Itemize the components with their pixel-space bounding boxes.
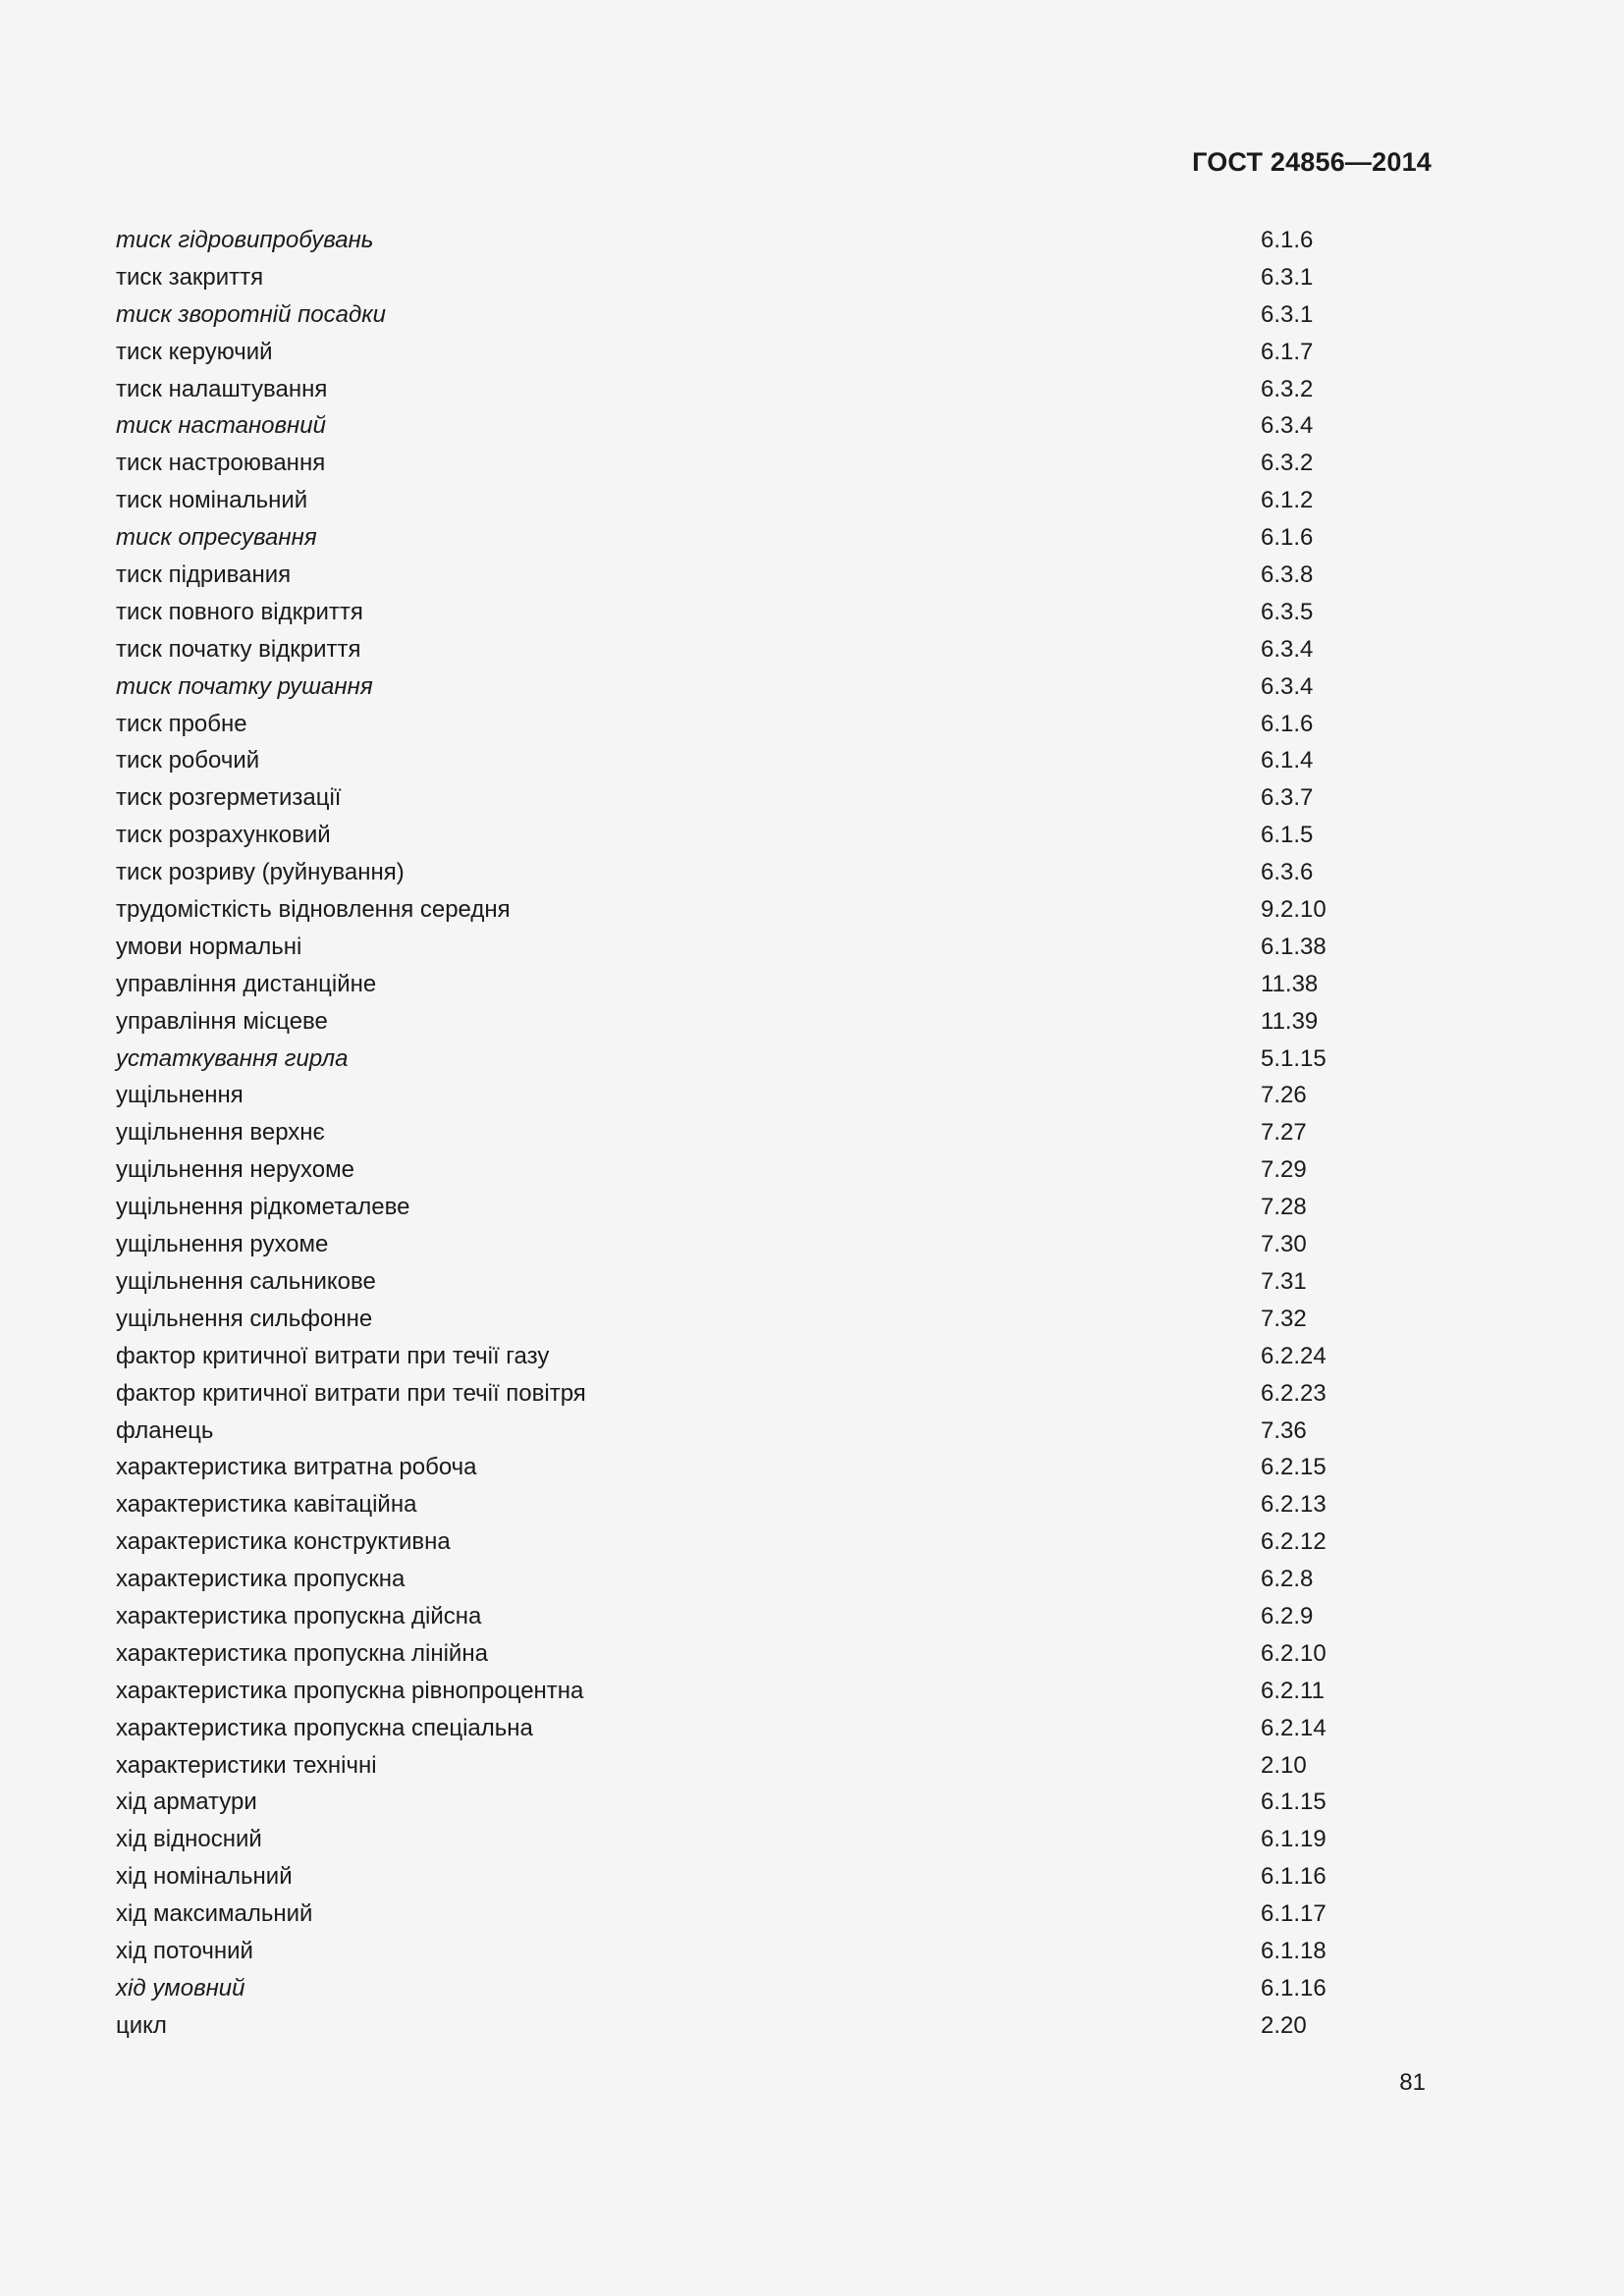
index-entry — [116, 1635, 1333, 1673]
index-term: тиск розгерметизації — [116, 784, 342, 812]
index-entry — [116, 1561, 1333, 1598]
index-term: характеристика пропускна спеціальна — [116, 1714, 533, 1741]
index-term: хід максимальний — [116, 1900, 313, 1928]
index-term: ущільнення верхнє — [116, 1119, 325, 1147]
index-term: тиск гідровипробувань — [116, 227, 374, 253]
index-term: тиск підривания — [116, 561, 292, 589]
index-term: характеристика пропускна рівнопроцентна — [116, 1677, 584, 1704]
index-entry — [116, 2007, 1333, 2045]
index-term: ущільнення — [116, 1082, 244, 1109]
index-entry — [116, 407, 1333, 445]
index-term: тиск опресування — [116, 524, 317, 552]
index-reference: 6.2.8 — [1261, 1566, 1314, 1593]
index-term: тиск зворотній посадки — [116, 300, 386, 328]
index-reference: 6.2.12 — [1261, 1528, 1326, 1556]
index-reference: 7.31 — [1261, 1267, 1307, 1295]
index-entry — [116, 1151, 1333, 1189]
index-entry — [116, 1858, 1333, 1896]
index-reference: 2.20 — [1261, 2011, 1307, 2039]
index-term: управління місцеве — [116, 1007, 328, 1035]
index-term: цикл — [116, 2011, 167, 2039]
index-term: ущільнення сильфонне — [116, 1305, 373, 1332]
index-term: характеристика конструктивна — [116, 1528, 451, 1556]
term-index-list — [116, 222, 1333, 2045]
index-reference: 6.2.24 — [1261, 1342, 1326, 1369]
index-entry — [116, 1747, 1333, 1785]
index-entry — [116, 1486, 1333, 1523]
index-reference: 6.1.38 — [1261, 933, 1326, 960]
index-reference: 6.1.7 — [1261, 338, 1314, 365]
index-term: хід поточний — [116, 1937, 253, 1964]
index-term: тиск налаштування — [116, 375, 328, 402]
index-reference: 6.2.13 — [1261, 1491, 1326, 1519]
index-reference: 6.1.6 — [1261, 227, 1314, 253]
index-reference: 2.10 — [1261, 1751, 1307, 1779]
index-term: тиск розриву (руйнування) — [116, 859, 405, 886]
index-entry — [116, 1449, 1333, 1486]
index-entry — [116, 1375, 1333, 1413]
index-entry — [116, 668, 1333, 706]
index-entry — [116, 1003, 1333, 1041]
index-reference: 6.2.14 — [1261, 1714, 1326, 1741]
index-term: тиск пробне — [116, 710, 247, 737]
index-entry — [116, 1413, 1333, 1450]
index-term: тиск початку відкриття — [116, 635, 361, 663]
index-term: ущільнення рідкометалеве — [116, 1194, 410, 1221]
index-term: тиск повного відкриття — [116, 598, 363, 625]
index-reference: 6.1.6 — [1261, 524, 1314, 552]
index-entry — [116, 1896, 1333, 1933]
index-reference: 9.2.10 — [1261, 896, 1326, 924]
index-entry — [116, 1226, 1333, 1263]
index-term: тиск керуючий — [116, 338, 273, 365]
index-reference: 6.1.4 — [1261, 747, 1314, 774]
index-entry — [116, 929, 1333, 966]
index-reference: 6.1.19 — [1261, 1826, 1326, 1853]
index-entry — [116, 891, 1333, 929]
page-number: 81 — [1399, 2069, 1426, 2096]
index-entry — [116, 779, 1333, 817]
index-term: характеристика пропускна дійсна — [116, 1602, 482, 1629]
index-reference: 7.36 — [1261, 1416, 1307, 1444]
index-term: характеристики технічні — [116, 1751, 377, 1779]
index-entry — [116, 557, 1333, 594]
index-reference: 6.1.15 — [1261, 1789, 1326, 1816]
index-entry — [116, 371, 1333, 408]
index-reference: 6.1.16 — [1261, 1863, 1326, 1891]
index-reference: 6.1.2 — [1261, 487, 1314, 514]
index-term: тиск початку рушання — [116, 672, 373, 700]
index-reference: 6.3.6 — [1261, 859, 1314, 886]
index-entry — [116, 1189, 1333, 1226]
index-entry — [116, 1598, 1333, 1635]
index-entry — [116, 259, 1333, 296]
index-reference: 6.2.15 — [1261, 1454, 1326, 1481]
index-entry — [116, 445, 1333, 482]
index-entry — [116, 1784, 1333, 1821]
document-header: ГОСТ 24856—2014 — [1192, 147, 1432, 177]
index-term: тиск настроювання — [116, 450, 326, 477]
index-entry — [116, 334, 1333, 371]
index-reference: 6.1.17 — [1261, 1900, 1326, 1928]
index-reference: 6.1.6 — [1261, 710, 1314, 737]
index-term: фактор критичної витрати при течії газу — [116, 1342, 550, 1369]
index-reference: 6.3.1 — [1261, 263, 1314, 291]
index-reference: 6.2.23 — [1261, 1379, 1326, 1407]
index-entry — [116, 296, 1333, 334]
index-term: ущільнення сальникове — [116, 1267, 376, 1295]
index-reference: 7.32 — [1261, 1305, 1307, 1332]
index-entry — [116, 854, 1333, 891]
index-reference: 5.1.15 — [1261, 1044, 1326, 1072]
index-entry — [116, 594, 1333, 631]
index-entry — [116, 1523, 1333, 1561]
index-term: хід умовний — [116, 1974, 245, 2002]
index-entry — [116, 1933, 1333, 1970]
index-term: хід відносний — [116, 1826, 262, 1853]
index-entry — [116, 1673, 1333, 1710]
index-reference: 6.3.5 — [1261, 598, 1314, 625]
index-entry — [116, 482, 1333, 519]
index-reference: 6.3.1 — [1261, 300, 1314, 328]
index-term: тиск номінальний — [116, 487, 308, 514]
index-term: управління дистанційне — [116, 970, 377, 997]
index-reference: 7.26 — [1261, 1082, 1307, 1109]
index-entry — [116, 742, 1333, 779]
index-term: тиск закриття — [116, 263, 264, 291]
index-term: характеристика кавітаційна — [116, 1491, 417, 1519]
index-reference: 6.2.9 — [1261, 1602, 1314, 1629]
index-reference: 11.39 — [1261, 1007, 1319, 1035]
index-reference: 6.2.11 — [1261, 1677, 1325, 1704]
index-entry — [116, 966, 1333, 1003]
index-reference: 7.29 — [1261, 1156, 1307, 1184]
index-reference: 7.28 — [1261, 1194, 1307, 1221]
index-term: фактор критичної витрати при течії повітря — [116, 1379, 586, 1407]
index-entry — [116, 1263, 1333, 1301]
index-term: характеристика пропускна — [116, 1566, 406, 1593]
index-entry — [116, 1821, 1333, 1858]
index-entry — [116, 1114, 1333, 1151]
index-entry — [116, 1041, 1333, 1078]
index-term: фланець — [116, 1416, 214, 1444]
index-reference: 6.2.10 — [1261, 1639, 1326, 1667]
index-reference: 6.3.7 — [1261, 784, 1314, 812]
index-reference: 6.3.2 — [1261, 375, 1314, 402]
index-entry — [116, 1710, 1333, 1747]
index-reference: 6.3.4 — [1261, 412, 1314, 440]
index-entry — [116, 1301, 1333, 1338]
index-term: умови нормальні — [116, 933, 302, 960]
index-entry — [116, 519, 1333, 557]
index-term: тиск розрахунковий — [116, 822, 331, 849]
index-entry — [116, 631, 1333, 668]
index-term: характеристика пропускна лінійна — [116, 1639, 488, 1667]
index-term: характеристика витратна робоча — [116, 1454, 477, 1481]
index-term: трудомісткість відновлення середня — [116, 896, 511, 924]
index-term: тиск робочий — [116, 747, 260, 774]
index-entry — [116, 817, 1333, 854]
index-entry — [116, 1970, 1333, 2007]
index-reference: 6.1.16 — [1261, 1974, 1326, 2002]
index-reference: 6.3.2 — [1261, 450, 1314, 477]
index-reference: 6.1.5 — [1261, 822, 1314, 849]
index-entry — [116, 706, 1333, 743]
index-reference: 7.30 — [1261, 1231, 1307, 1258]
index-term: хід номінальний — [116, 1863, 293, 1891]
index-entry — [116, 222, 1333, 259]
index-reference: 11.38 — [1261, 970, 1319, 997]
index-reference: 6.3.4 — [1261, 635, 1314, 663]
index-reference: 6.3.8 — [1261, 561, 1314, 589]
index-entry — [116, 1077, 1333, 1114]
index-reference: 7.27 — [1261, 1119, 1307, 1147]
index-term: устаткування гирла — [116, 1044, 349, 1072]
index-term: хід арматури — [116, 1789, 257, 1816]
index-term: ущільнення рухоме — [116, 1231, 329, 1258]
index-term: ущільнення нерухоме — [116, 1156, 354, 1184]
index-reference: 6.3.4 — [1261, 672, 1314, 700]
index-reference: 6.1.18 — [1261, 1937, 1326, 1964]
index-entry — [116, 1338, 1333, 1375]
index-term: тиск настановний — [116, 412, 326, 440]
